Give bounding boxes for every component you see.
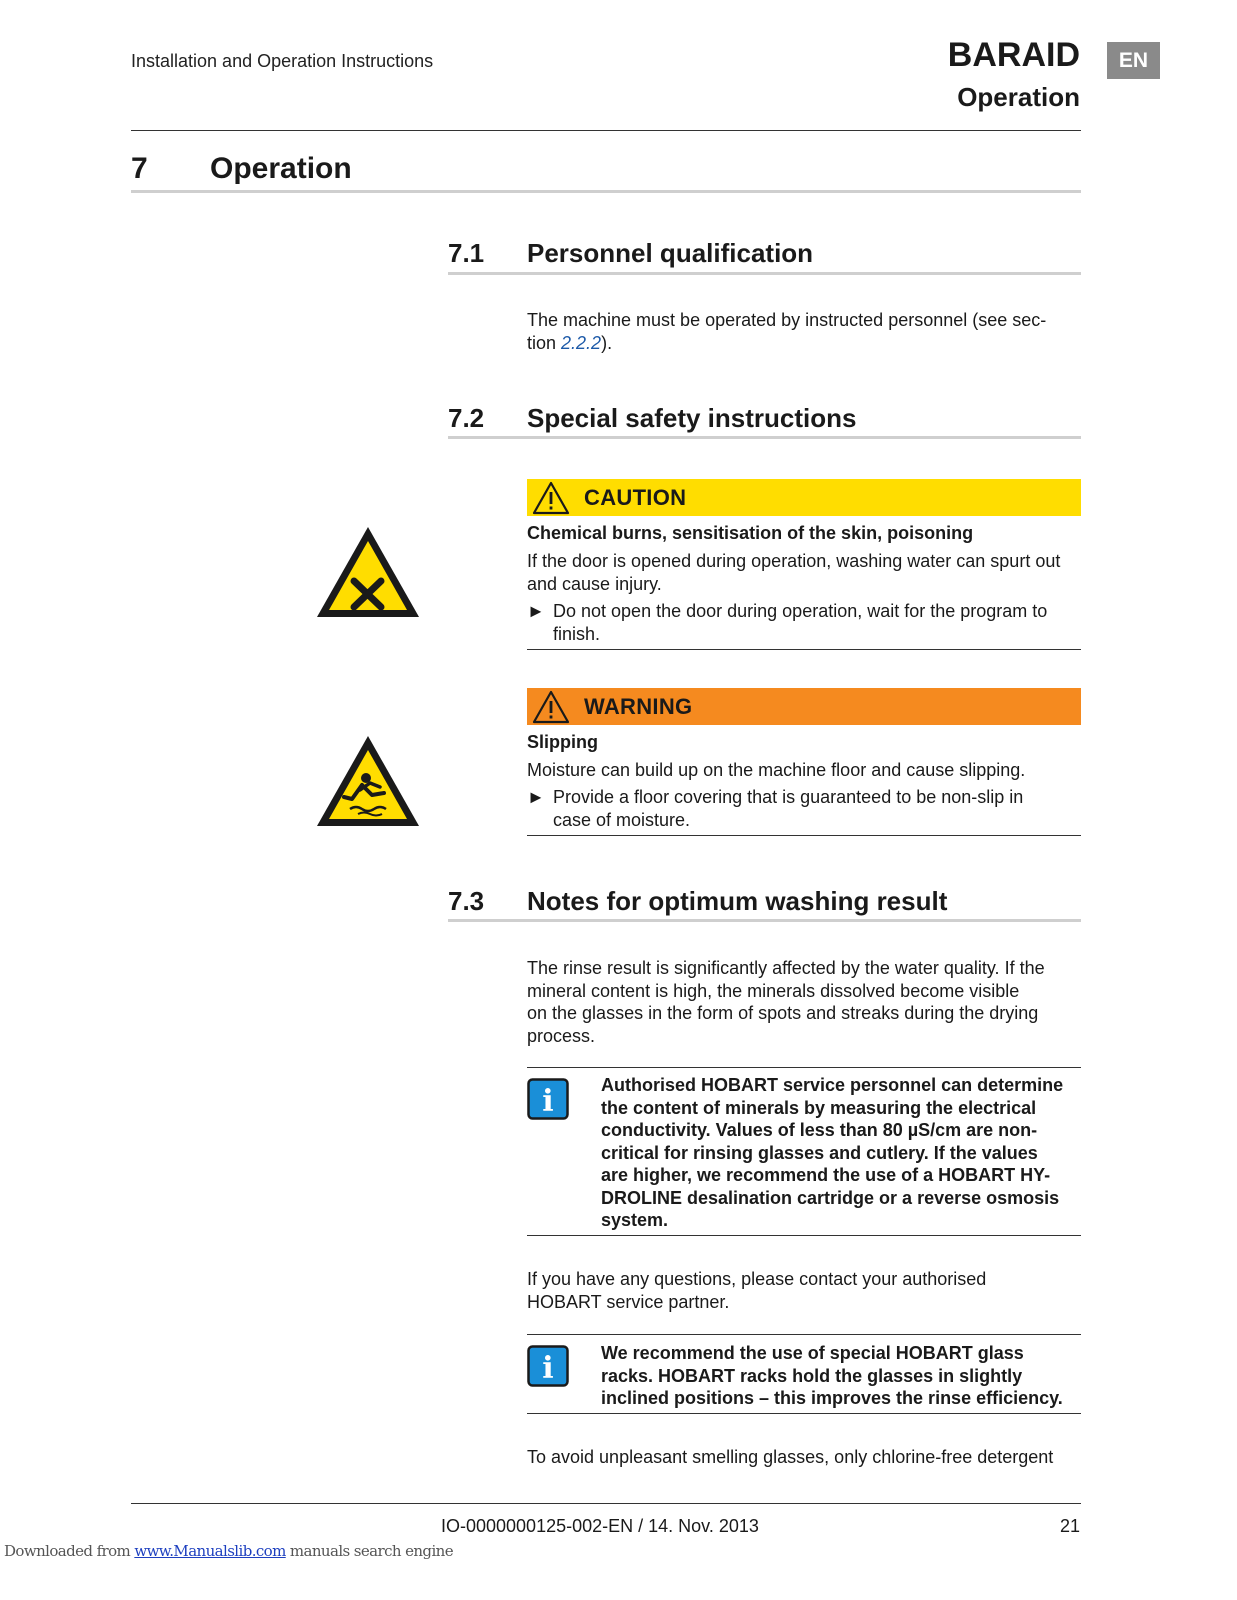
note-1-bottom-rule	[527, 1235, 1081, 1236]
language-badge: EN	[1107, 42, 1160, 79]
info-icon-glyph: i	[542, 1084, 554, 1119]
caution-hazard-title: Chemical burns, sensitisation of the skin, poisoning	[527, 523, 974, 543]
header-section-title: Operation	[957, 82, 1080, 112]
chapter-title: Operation	[210, 152, 352, 185]
manualslib-link[interactable]: www.Manualslib.com	[134, 1542, 286, 1560]
warning-banner	[527, 688, 1081, 725]
section-7-3-rule	[448, 919, 1081, 922]
info-icon	[527, 1078, 569, 1120]
page-number: 21	[1060, 1516, 1081, 1536]
caution-banner	[527, 479, 1081, 516]
section-7-1-title: Personnel qualification	[527, 238, 814, 268]
section-7-2-number: 7.2	[448, 403, 485, 433]
info-note-conductivity: Authorised HOBART service personnel can determine the content of minerals by measuring the electrical conductivity. Values of less than 80 µS/cm are non- critical for rinsing glasses and cutlery. If the values are higher, we recommend the use of a HOBART HY- DROLINE desalination cartridge or a reverse osmosis system.	[601, 1075, 1064, 1230]
step-arrow-icon: ►	[527, 787, 545, 807]
caution-label: CAUTION	[584, 484, 687, 510]
step-arrow-icon: ►	[527, 601, 545, 621]
chapter-number: 7	[131, 152, 148, 185]
warning-triangle-icon	[532, 690, 570, 724]
detergent-paragraph: To avoid unpleasant smelling glasses, only chlorine-free detergent	[527, 1447, 1054, 1467]
note-2-bottom-rule	[527, 1413, 1081, 1414]
contact-paragraph: If you have any questions, please contact your authorised HOBART service partner.	[527, 1269, 987, 1312]
section-7-1-number: 7.1	[448, 238, 485, 268]
info-icon	[527, 1345, 569, 1387]
section-7-3-title: Notes for optimum washing result	[527, 886, 948, 916]
harmful-irritant-hazard-icon	[314, 524, 422, 620]
warning-description: Moisture can build up on the machine floor and cause slipping.	[527, 760, 1026, 780]
download-note: Downloaded from www.Manualslib.com manuals search engine	[4, 1542, 453, 1560]
warning-end-rule	[527, 835, 1081, 836]
caution-description: If the door is opened during operation, washing water can spurt out and cause injury.	[527, 551, 1061, 594]
header-rule	[131, 130, 1081, 131]
section-7-1-rule	[448, 272, 1081, 275]
warning-hazard-title: Slipping	[527, 732, 598, 752]
brand-name: BARAID	[947, 36, 1080, 74]
note-2-top-rule	[527, 1334, 1081, 1335]
info-icon-glyph: i	[542, 1351, 554, 1386]
section-link-2-2-2[interactable]: 2.2.2	[561, 332, 602, 353]
caution-step: ► Do not open the door during operation, wait for the program to finish.	[527, 601, 1048, 644]
chapter-rule	[131, 190, 1081, 193]
section-7-3-number: 7.3	[448, 886, 485, 916]
slippery-floor-hazard-icon	[314, 733, 422, 829]
footer-document-id: IO-0000000125-002-EN / 14. Nov. 2013	[441, 1516, 759, 1536]
section-7-2-title: Special safety instructions	[527, 403, 857, 433]
warning-triangle-icon	[532, 481, 570, 515]
warning-label: WARNING	[584, 693, 693, 719]
section-7-1-text: The machine must be operated by instructed personnel (see sec- tion 2.2.2).	[527, 310, 1047, 353]
document-type: Installation and Operation Instructions	[131, 51, 434, 71]
note-1-top-rule	[527, 1067, 1081, 1068]
section-7-2-rule	[448, 436, 1081, 439]
info-note-glass-racks: We recommend the use of special HOBART glass racks. HOBART racks hold the glasses in slightly inclined positions – this improves the rinse efficiency.	[601, 1343, 1063, 1408]
caution-end-rule	[527, 649, 1081, 650]
warning-step: ► Provide a floor covering that is guaranteed to be non-slip in case of moisture.	[527, 787, 1024, 830]
water-quality-paragraph: The rinse result is significantly affected by the water quality. If the mineral content is high, the minerals dissolved become visible on the glasses in the form of spots and streaks during the drying process.	[527, 958, 1045, 1046]
footer-rule	[131, 1503, 1081, 1504]
